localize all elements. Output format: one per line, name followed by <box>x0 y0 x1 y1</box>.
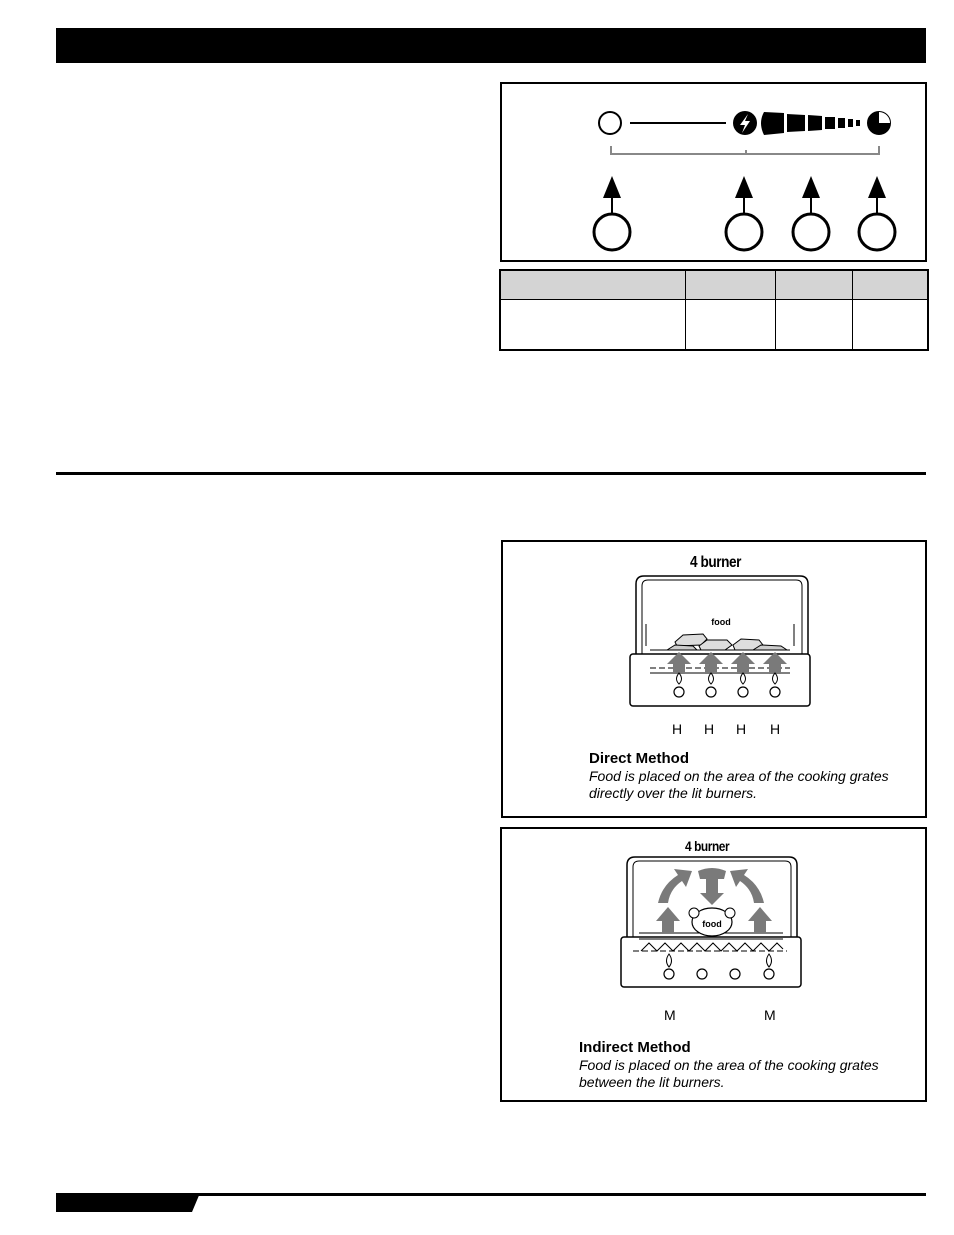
table-cell <box>500 300 685 351</box>
table-row <box>500 300 928 351</box>
position-marker-ignite <box>726 176 762 250</box>
indirect-method-diagram <box>500 827 927 1102</box>
direct-method-diagram <box>501 540 927 818</box>
diagram-title: 4 burner <box>690 554 742 571</box>
table-header-cell <box>852 270 928 300</box>
burner-setting-2: H <box>704 721 715 737</box>
method-description: Food is placed on the area of the cooking grates between the lit burners. <box>579 1057 879 1090</box>
diagram-title: 4 burner <box>685 838 730 854</box>
burner-setting-3: H <box>736 721 747 737</box>
footer-page-tab <box>56 1193 200 1212</box>
section-divider <box>56 472 926 475</box>
table-header-cell <box>685 270 775 300</box>
method-title: Indirect Method <box>579 1039 691 1056</box>
header-bar <box>56 28 926 63</box>
control-knob-diagram <box>500 82 927 262</box>
position-marker-high <box>793 176 829 250</box>
off-circle-icon <box>599 112 621 134</box>
low-quarter-circle-icon <box>868 112 890 134</box>
method-title: Direct Method <box>589 750 690 767</box>
food-label: food <box>711 617 731 627</box>
table-cell <box>685 300 775 351</box>
position-marker-off <box>594 176 630 250</box>
position-marker-low <box>859 176 895 250</box>
method-description: Food is placed on the area of the cooking grates directly over the lit burners. <box>589 768 889 801</box>
burner-setting-4: M <box>764 1007 776 1023</box>
table-header-row <box>500 270 928 300</box>
heat-settings-table <box>499 269 929 351</box>
burner-setting-1: M <box>664 1007 676 1023</box>
food-label: food <box>702 919 722 929</box>
table-cell <box>852 300 928 351</box>
burner-setting-1: H <box>672 721 683 737</box>
table-cell <box>775 300 852 351</box>
table-header-cell <box>500 270 685 300</box>
control-knob-svg <box>502 84 925 260</box>
table-header-cell <box>775 270 852 300</box>
flame-wedge-icon <box>761 112 860 135</box>
burner-setting-4: H <box>770 721 781 737</box>
